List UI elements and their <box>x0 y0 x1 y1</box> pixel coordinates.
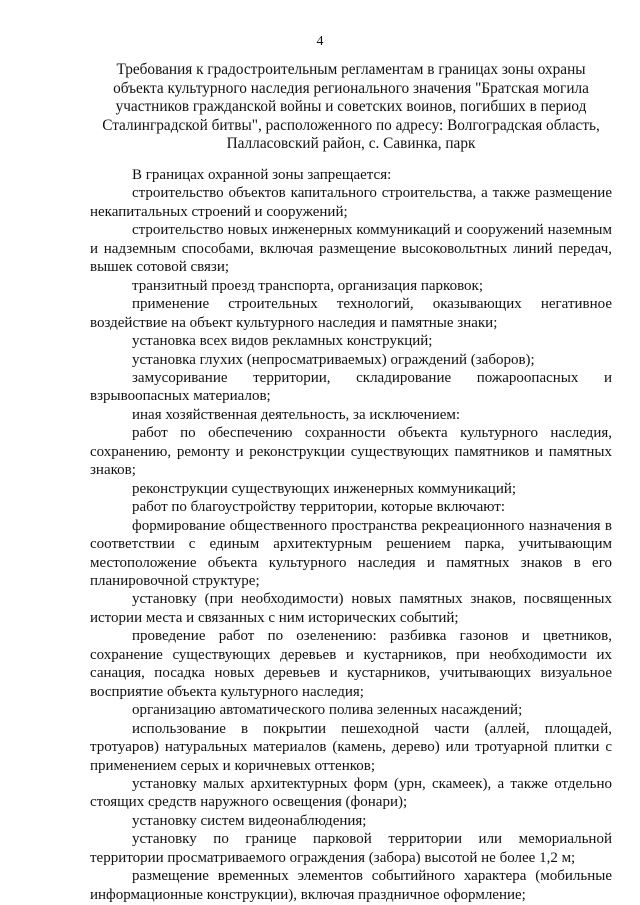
paragraph: установка глухих (непросматриваемых) ограждений (заборов); <box>132 351 535 368</box>
paragraph: строительство объектов капитального строительства, а также размещение некапитальных строений и сооружений; <box>90 185 612 220</box>
paragraph: строительство новых инженерных коммуникаций и сооружений наземным и надземным способами, включая размещение высоковольтных линий передач, вышек сотовой связи; <box>90 222 612 276</box>
paragraph: формирование общественного пространства рекреационного назначения в соответствии с единым архитектурным решением парка, учитывающим местоположение объекта культурного наследия и памятных знаков в его планировочной структуре; <box>90 517 612 589</box>
paragraph: установку по границе парковой территории или мемориальной территории просматриваемого ограждения (забора) высотой не более 1,2 м; <box>90 831 612 866</box>
document-body <box>90 166 612 904</box>
paragraph: проведение работ по озеленению: разбивка газонов и цветников, сохранение существующих деревьев и кустарников, при необходимости их санация, посадка новых деревьев и кустарников, учитывающих визуальное восприятие объекта культурного наследия; <box>90 628 612 700</box>
document-heading: Требования к градостроительным регламентам в границах зоны охраны объекта культурного наследия регионального значения "Братская могила участников гражданской войны и советских воинов, погибших в период Сталинградской битвы", расположенного по адресу: Волгоградская область, Палласовский район, с. Савинка, парк <box>102 61 600 153</box>
paragraph: транзитный проезд транспорта, организация парковок; <box>132 277 484 294</box>
paragraph: иная хозяйственная деятельность, за исключением: <box>132 406 461 423</box>
paragraph: реконструкции существующих инженерных коммуникаций; <box>132 480 517 497</box>
paragraph: установку систем видеонаблюдения; <box>132 812 367 829</box>
paragraph: установку малых архитектурных форм (урн, скамеек), а также отдельно стоящих средств наружного освещения (фонари); <box>90 775 612 811</box>
paragraph: работ по обеспечению сохранности объекта культурного наследия, сохранению, ремонту и реконструкции существующих памятников и памятных знаков; <box>90 425 612 479</box>
paragraph: использование в покрытии пешеходной части (аллей, площадей, тротуаров) натуральных материалов (камень, дерево) или тротуарной плитки с применением серых и коричневых оттенков; <box>90 720 612 774</box>
paragraph: В границах охранной зоны запрещается: <box>132 167 392 183</box>
page-number: 4 <box>316 34 324 49</box>
paragraph: замусоривание территории, складирование пожароопасных и взрывоопасных материалов; <box>90 369 612 405</box>
paragraph: организацию автоматического полива зеленных насаждений; <box>132 702 523 719</box>
paragraph: установка всех видов рекламных конструкций; <box>132 333 433 350</box>
paragraph: применение строительных технологий, оказывающих негативное воздействие на объект культурного наследия и памятные знаки; <box>90 296 612 331</box>
paragraph: работ по благоустройству территории, которые включают: <box>132 499 505 516</box>
paragraph: установку (при необходимости) новых памятных знаков, посвященных истории места и связанных с ним исторических событий; <box>90 591 612 626</box>
paragraph: размещение временных элементов событийного характера (мобильные информационные конструкции), включая праздничное оформление; <box>90 868 612 903</box>
